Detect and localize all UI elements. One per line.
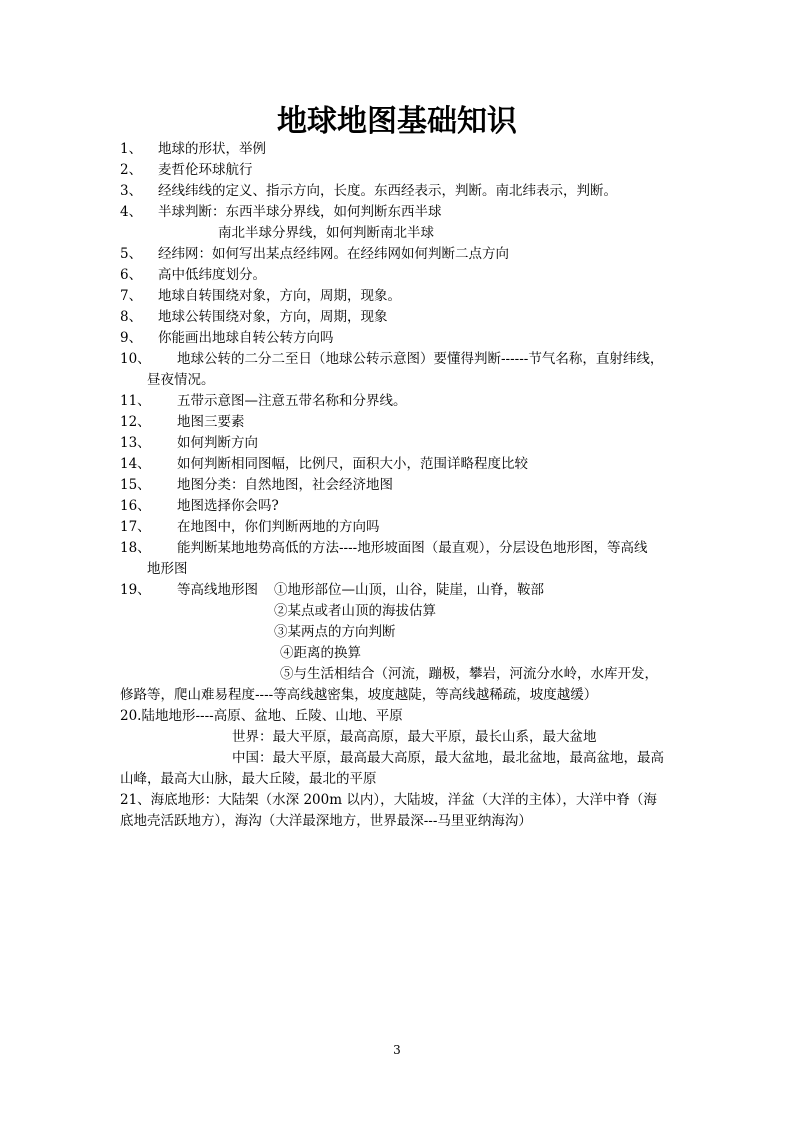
list-item-18-continuation: 地形图 xyxy=(147,561,188,577)
item-19-point-3: ③某两点的方向判断 xyxy=(274,624,396,640)
list-item-4: 4、 半球判断：东西半球分界线，如何判断东西半球 xyxy=(120,204,442,220)
list-item-20: 20.陆地地形----高原、盆地、丘陵、山地、平原 xyxy=(120,708,403,724)
list-item-19: 19、 等高线地形图 ①地形部位—山顶，山谷，陡崖，山脊，鞍部 xyxy=(120,582,544,598)
item-20-china: 中国：最大平原，最高最大高原，最大盆地，最北盆地，最高盆地，最高 xyxy=(232,750,664,766)
list-item-18: 18、 能判断某地地势高低的方法----地形坡面图（最直观），分层设色地形图，等高线 xyxy=(120,540,648,556)
item-20-china-continuation: 山峰，最高大山脉，最大丘陵，最北的平原 xyxy=(120,771,377,787)
list-item-15: 15、 地图分类：自然地图，社会经济地图 xyxy=(120,477,393,493)
list-item-6: 6、 高中低纬度划分。 xyxy=(120,267,266,283)
list-item-21-continuation: 底地壳活跃地方），海沟（大洋最深地方，世界最深---马里亚纳海沟） xyxy=(120,813,532,829)
item-19-point-5-continuation: 修路等，爬山难易程度----等高线越密集，坡度越陡，等高线越稀疏，坡度越缓） xyxy=(120,687,598,703)
list-item-10-continuation: 昼夜情况。 xyxy=(147,372,215,388)
item-19-point-2: ②某点或者山顶的海拔估算 xyxy=(274,603,436,619)
list-item-12: 12、 地图三要素 xyxy=(120,414,245,430)
list-item-16: 16、 地图选择你会吗? xyxy=(120,498,279,514)
list-item-13: 13、 如何判断方向 xyxy=(120,435,258,451)
list-item-4-continuation: 南北半球分界线，如何判断南北半球 xyxy=(218,225,434,241)
list-item-5: 5、 经纬网：如何写出某点经纬网。在经纬网如何判断二点方向 xyxy=(120,246,509,262)
list-item-9: 9、 你能画出地球自转公转方向吗 xyxy=(120,330,334,346)
list-item-7: 7、 地球自转围绕对象，方向，周期，现象。 xyxy=(120,288,401,304)
item-20-world: 世界：最大平原，最高高原，最大平原，最长山系，最大盆地 xyxy=(232,729,597,745)
list-item-3: 3、 经线纬线的定义、指示方向，长度。东西经表示，判断。南北纬表示，判断。 xyxy=(120,183,617,199)
item-19-point-1: ①地形部位—山顶，山谷，陡崖，山脊，鞍部 xyxy=(274,582,544,598)
list-item-21: 21、海底地形：大陆架（水深 200m 以内），大陆坡，洋盆（大洋的主体），大洋中脊（海 xyxy=(120,792,657,808)
item-19-point-5: ⑤与生活相结合（河流，蹦极，攀岩，河流分水岭，水库开发， xyxy=(280,666,658,682)
list-item-1: 1、 地球的形状，举例 xyxy=(120,141,266,157)
item-19-label: 等高线地形图 xyxy=(177,582,258,598)
item-19-point-4: ④距离的换算 xyxy=(280,645,361,661)
list-item-11: 11、 五带示意图—注意五带名称和分界线。 xyxy=(120,393,407,409)
page-number: 3 xyxy=(393,1043,401,1057)
list-item-17: 17、 在地图中，你们判断两地的方向吗 xyxy=(120,519,380,535)
page-title: 地球地图基础知识 xyxy=(277,104,517,139)
list-item-14: 14、 如何判断相同图幅，比例尺，面积大小，范围详略程度比较 xyxy=(120,456,528,472)
list-item-10: 10、 地球公转的二分二至日（地球公转示意图）要懂得判断------节气名称，直射纬线， xyxy=(120,351,664,367)
list-item-8: 8、 地球公转围绕对象，方向，周期，现象 xyxy=(120,309,388,325)
list-item-2: 2、 麦哲伦环球航行 xyxy=(120,162,253,178)
